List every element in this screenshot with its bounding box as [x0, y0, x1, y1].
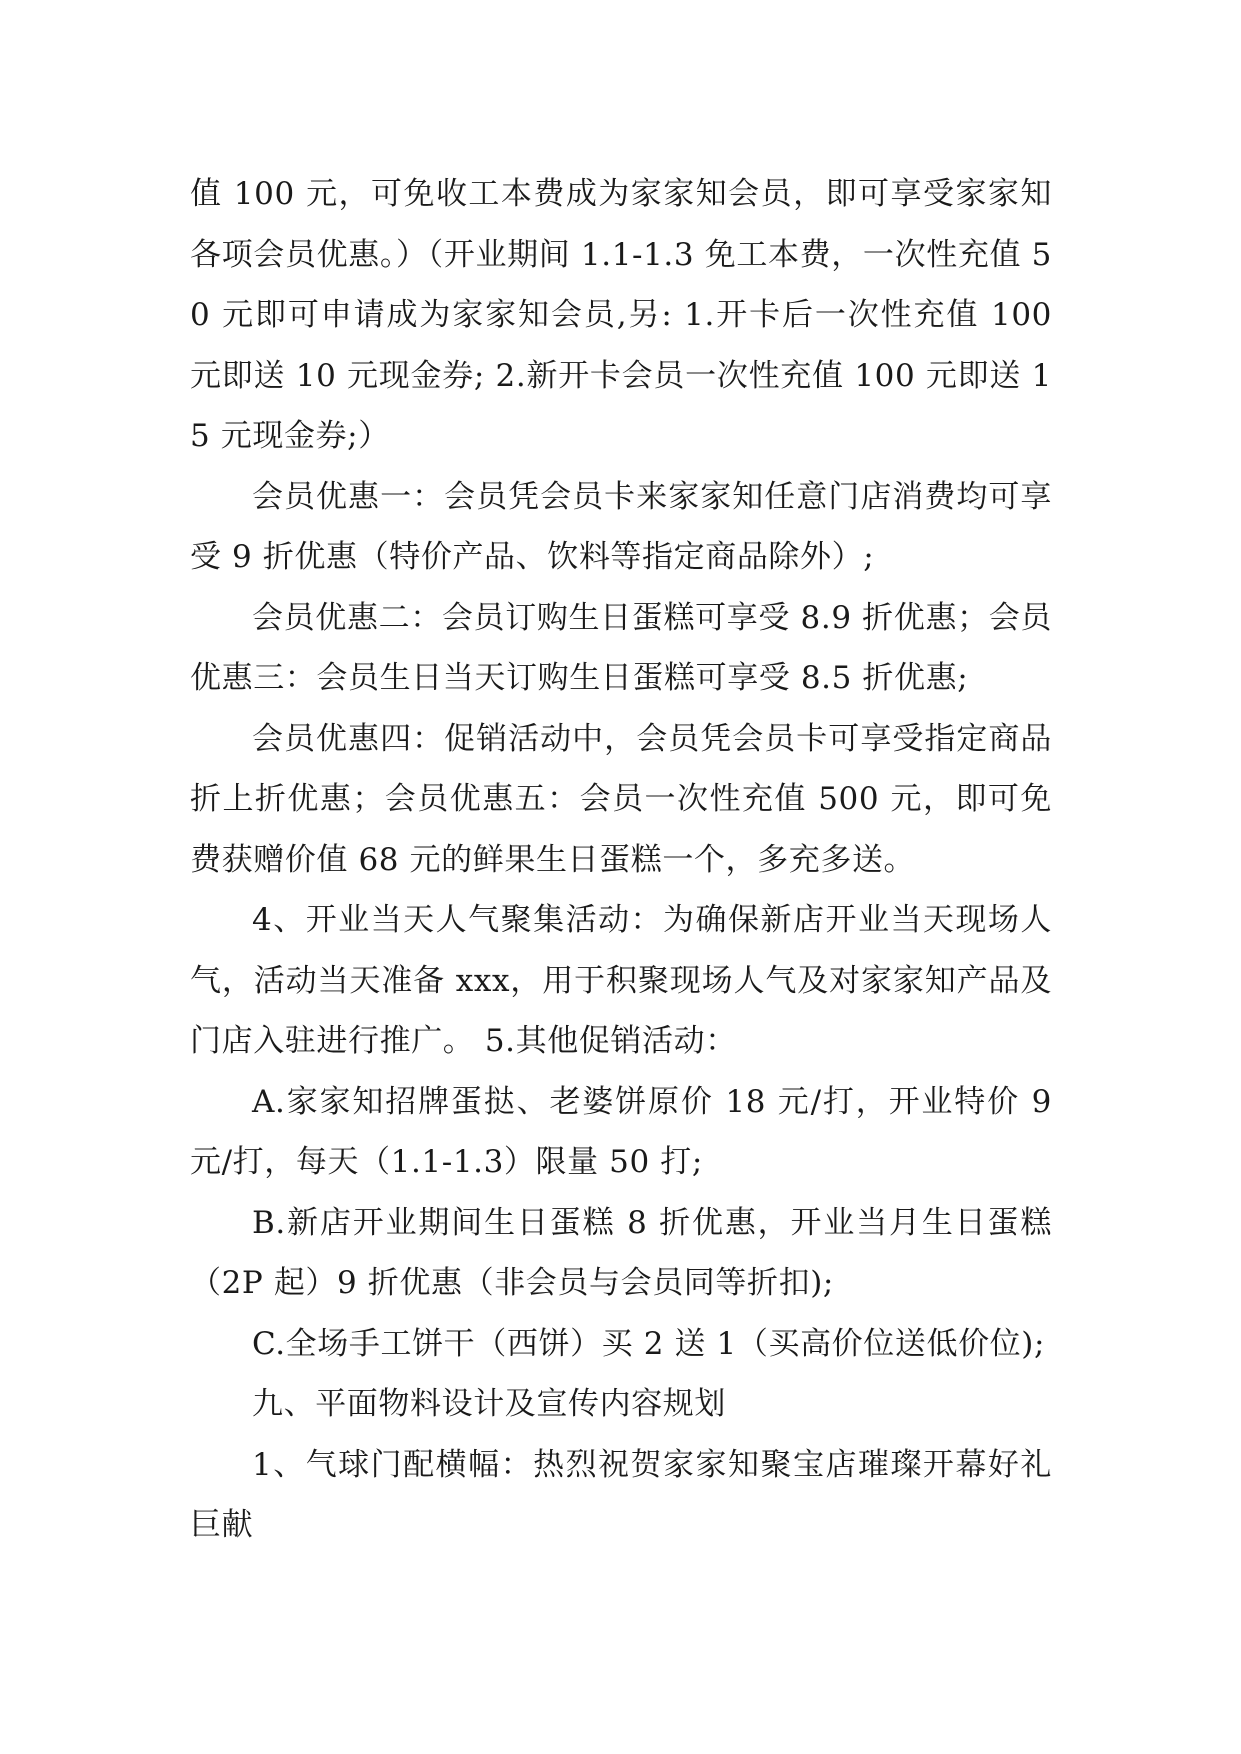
paragraph-benefit-2-3: 会员优惠二：会员订购生日蛋糕可享受 8.9 折优惠；会员优惠三：会员生日当天订购生日蛋糕可享受 8.5 折优惠;	[190, 599, 1052, 696]
paragraph-membership-fee: 值 100 元，可免收工本费成为家家知会员，即可享受家家知各项会员优惠。）（开业期间 1.1-1.3 免工本费，一次性充值 50 元即可申请成为家家知会员,另: 1.开卡后一次性充值 100 元即送 10 元现金券; 2.新开卡会员一次性充值 100 元即送 15 元现金券;）	[190, 176, 1052, 454]
document-body	[190, 164, 1052, 1556]
paragraph-promo-a: A.家家知招牌蛋挞、老婆饼原价 18 元/打，开业特价 9 元/打，每天（1.1-1.3）限量 50 打;	[190, 1083, 1052, 1180]
paragraph-benefit-4-5: 会员优惠四：促销活动中，会员凭会员卡可享受指定商品折上折优惠；会员优惠五：会员一次性充值 500 元，即可免费获赠价值 68 元的鲜果生日蛋糕一个，多充多送。	[190, 720, 1052, 878]
section-heading-print-materials: 九、平面物料设计及宣传内容规划	[252, 1386, 726, 1422]
paragraph-opening-day-activity: 4、开业当天人气聚集活动：为确保新店开业当天现场人气，活动当天准备 xxx，用于积聚现场人气及对家家知产品及门店入驻进行推广。 5.其他促销活动：	[190, 902, 1052, 1059]
paragraph-balloon-banner: 1、气球门配横幅：热烈祝贺家家知聚宝店璀璨开幕好礼巨献	[190, 1446, 1052, 1543]
paragraph-benefit-1: 会员优惠一：会员凭会员卡来家家知任意门店消费均可享受 9 折优惠（特价产品、饮料等指定商品除外）;	[190, 478, 1052, 575]
paragraph-promo-c: C.全场手工饼干（西饼）买 2 送 1（买高价位送低价位);	[252, 1325, 1046, 1362]
paragraph-promo-b: B.新店开业期间生日蛋糕 8 折优惠，开业当月生日蛋糕（2P 起）9 折优惠（非会员与会员同等折扣);	[190, 1204, 1052, 1301]
